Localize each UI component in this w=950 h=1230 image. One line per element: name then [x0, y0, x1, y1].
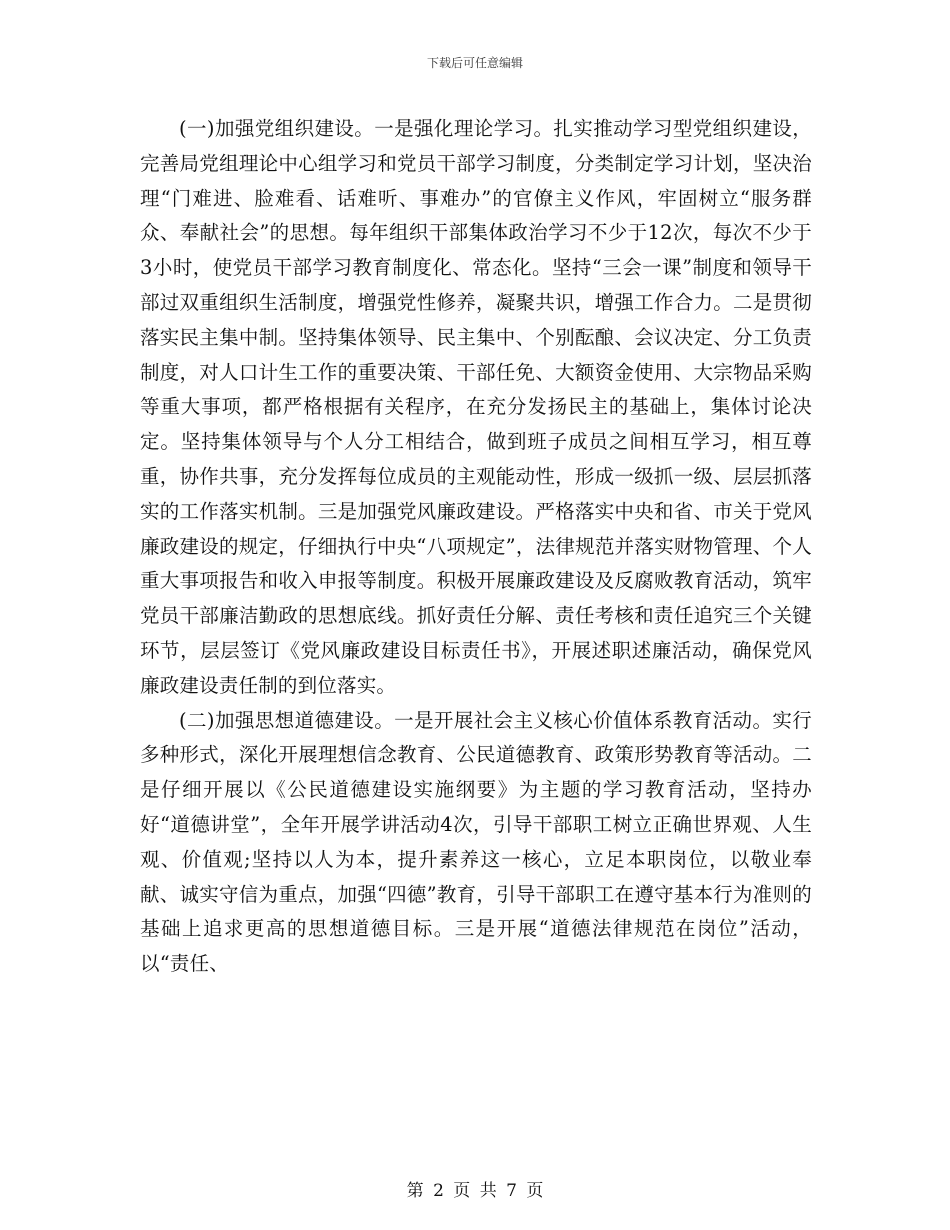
page-header: 下载后可任意编辑	[426, 56, 523, 70]
document-body	[140, 112, 812, 982]
page-footer: 第 2 页 共 7 页	[406, 1181, 544, 1201]
paragraph-party-organization: (一)加强党组织建设。一是强化理论学习。扎实推动学习型党组织建设，完善局党组理论中心组学习和党员干部学习制度，分类制定学习计划，坚决治理“门难进、脸难看、话难听、事难办”的官僚主义作风，牢固树立“服务群众、奉献社会”的思想。每年组织干部集体政治学习不少于12次，每次不少于3小时，使党员干部学习教育制度化、常态化。坚持“三会一课”制度和领导干部过双重组织生活制度，增强党性修养，凝聚共识，增强工作合力。二是贯彻落实民主集中制。坚持集体领导、民主集中、个别酝酿、会议决定、分工负责制度，对人口计生工作的重要决策、干部任免、大额资金使用、大宗物品采购等重大事项，都严格根据有关程序，在充分发扬民主的基础上，集体讨论决定。坚持集体领导与个人分工相结合，做到班子成员之间相互学习，相互尊重，协作共事，充分发挥每位成员的主观能动性，形成一级抓一级、层层抓落实的工作落实机制。三是加强党风廉政建设。严格落实中央和省、市关于党风廉政建设的规定，仔细执行中央“八项规定”，法律规范并落实财物管理、个人重大事项报告和收入申报等制度。积极开展廉政建设及反腐败教育活动，筑牢党员干部廉洁勤政的思想底线。抓好责任分解、责任考核和责任追究三个关键环节，层层签订《党风廉政建设目标责任书》，开展述职述廉活动，确保党风廉政建设责任制的到位落实。	[140, 117, 812, 697]
paragraph-moral-construction: (二)加强思想道德建设。一是开展社会主义核心价值体系教育活动。实行多种形式，深化开展理想信念教育、公民道德教育、政策形势教育等活动。二是仔细开展以《公民道德建设实施纲要》为主题的学习教育活动，坚持办好“道德讲堂”，全年开展学讲活动4次，引导干部职工树立正确世界观、人生观、价值观;坚持以人为本，提升素养这一核心，立足本职岗位，以敬业奉献、诚实守信为重点，加强“四德”教育，引导干部职工在遵守基本行为准则的基础上追求更高的思想道德目标。三是开展“道德法律规范在岗位”活动，以“责任、	[140, 708, 812, 976]
